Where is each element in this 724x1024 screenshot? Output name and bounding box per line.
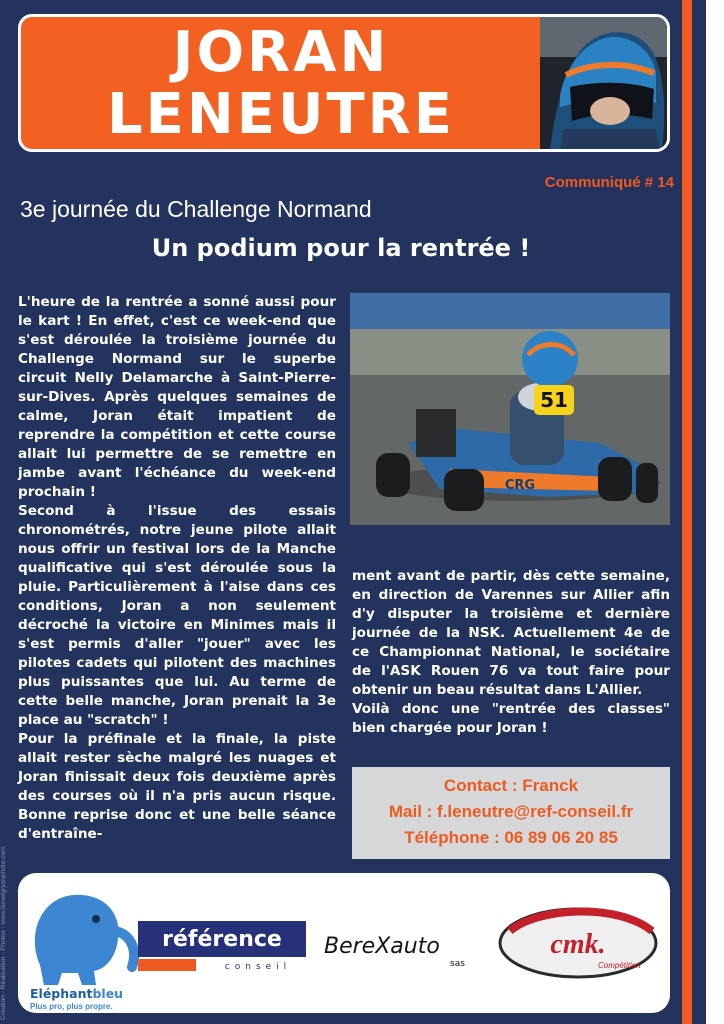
title-banner <box>18 14 670 152</box>
paragraph-3: Pour la préfinale et la finale, la piste allait rester sèche malgré les nuages et Joran finissait deux fois deuxième après des courses où il n'a pris aucun risque. Bonne reprise donc et une belle séance d'entraîne- <box>18 731 336 842</box>
article-column-left <box>18 293 336 844</box>
contact-mail[interactable]: Mail : f.leneutre@ref-conseil.fr <box>388 802 634 821</box>
paragraph-1: L'heure de la rentrée a sonné aussi pour le kart ! En effet, c'est ce week-end que s'est déroulée la troisième journée du Challenge Normand sur le superbe circuit Nelly Delamarche à Saint-Pierre-sur-Dives. Après quelques semaines de calme, Joran était impatient de reprendre la compétition et cette course allait lui permettre de se remettre en jambe avant l'échéance du week-end prochain ! <box>18 294 336 500</box>
kart-photo <box>350 293 670 525</box>
cmk-competition-logo <box>500 909 656 977</box>
berexauto-logo <box>324 934 465 969</box>
berexauto-name: BereXauto <box>324 934 440 959</box>
paragraph-4: Voilà donc une "rentrée des classes" bien chargée pour Joran ! <box>352 701 670 736</box>
reference-name: référence <box>162 927 282 952</box>
elephant-bleu-logo <box>30 895 134 1011</box>
kart-number: 51 <box>540 388 568 412</box>
contact-box <box>352 767 670 859</box>
driver-helmet-photo <box>540 17 670 150</box>
paragraph-3-continued: ment avant de partir, dès cette semaine, en direction de Varennes sur Allier afin d'y disputer la troisième et dernière journée de la NSK. Actuellement 4e de ce Championnat National, le sociétaire de l'ASK Rouen 76 va tout faire pour obtenir un beau résultat dans L'Allier. <box>352 568 670 698</box>
article-column-right <box>352 567 670 738</box>
contact-phone[interactable]: Téléphone : 06 89 06 20 85 <box>404 828 618 847</box>
elephant-name-a: Eléphant <box>30 986 93 1001</box>
contact-name: Contact : Franck <box>443 776 579 795</box>
sponsors-panel <box>18 873 670 1013</box>
elephant-tagline: Plus pro, plus propre. <box>30 1002 113 1011</box>
kart-brand: CRG <box>504 478 536 493</box>
orange-stripe <box>682 0 692 1024</box>
paragraph-2: Second à l'issue des essais chronométrés, notre jeune pilote allait nous offrir un festival lors de la Manche qualificative qui s'est déroulée sous la pluie. Particulièrement à l'aise dans ces conditions, Joran a non seulement décroché la victoire en Minimes mais il s'est permis d'aller "jouer" avec les pilotes cadets qui pilotent des machines plus puissantes que lui. Au terme de cette belle manche, Joran prenait la 3e place au "scratch" ! <box>18 503 336 728</box>
article-subtitle: 3e journée du Challenge Normand <box>20 196 372 222</box>
white-margin <box>706 0 724 1024</box>
driver-first-name: JORAN <box>172 20 390 85</box>
navy-stripe <box>692 0 706 1024</box>
svg-text:Eléphantbleu <box>30 986 123 1001</box>
article-headline: Un podium pour la rentrée ! <box>151 234 531 262</box>
cmk-name: cmk. <box>550 929 606 960</box>
reference-sub: conseil <box>224 962 292 972</box>
communique-number: Communiqué # 14 <box>544 174 674 191</box>
driver-last-name: LENEUTRE <box>106 82 456 147</box>
cmk-sub: Compétition <box>598 961 641 970</box>
berexauto-sub: sas <box>450 959 465 969</box>
photo-credit: Création - Réalisation - Photos : www.lionelgryonphoto.com <box>0 846 7 1020</box>
reference-conseil-logo <box>138 921 306 972</box>
elephant-name-b: bleu <box>92 986 124 1001</box>
